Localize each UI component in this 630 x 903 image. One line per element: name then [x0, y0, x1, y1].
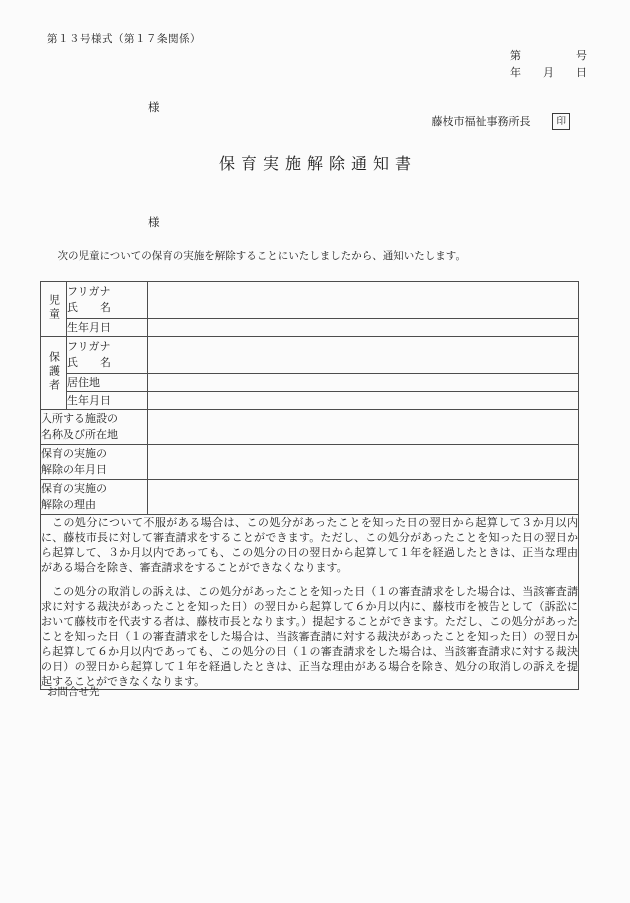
child-group-label: 児童 — [41, 282, 67, 337]
table-row — [41, 392, 579, 410]
guardian-residence-value-cell — [148, 374, 579, 392]
document-number-line: 第 号 — [510, 49, 587, 62]
guardian-name-value-cell — [148, 337, 579, 374]
guardian-birthdate-value-cell — [148, 392, 579, 410]
cancel-reason-label: 保育の実施の 解除の理由 — [41, 480, 148, 515]
guardian-kana-name-label — [67, 337, 148, 374]
facility-value-cell — [148, 410, 579, 445]
child-birthdate-value-cell — [148, 319, 579, 337]
name-label: 氏 名 — [67, 301, 111, 314]
table-row — [41, 337, 579, 374]
notification-table — [40, 281, 579, 690]
issuer-line — [431, 113, 570, 130]
cancel-reason-value-cell — [148, 480, 579, 515]
facility-label: 入所する施設の 名称及び所在地 — [41, 410, 148, 445]
table-row — [41, 515, 579, 690]
cancel-date-label: 保育の実施の 解除の年月日 — [41, 445, 148, 480]
seal-icon: 印 — [552, 113, 570, 130]
kana-label: フリガナ — [67, 285, 111, 298]
guardian-group-label: 保護者 — [41, 337, 67, 410]
child-birthdate-label: 生年月日 — [67, 319, 148, 337]
guardian-residence-label: 居住地 — [67, 374, 148, 392]
child-kana-name-label — [67, 282, 148, 319]
appeal-notice-paragraph: この処分について不服がある場合は、この処分があったことを知った日の翌日から起算して３か月以内に、藤枝市長に対して審査請求をすることができます。ただし、この処分があったことを知った日の翌日から起算して、３か月以内であっても、この処分の日の翌日から起算して１年を経過したときは、正当な理由がある場合を除き、審査請求をすることができなくなります。 — [41, 516, 578, 574]
table-row — [41, 319, 579, 337]
name-label: 氏 名 — [67, 356, 111, 369]
table-row — [41, 480, 579, 515]
child-name-value-cell — [148, 282, 579, 319]
date-line: 年 月 日 — [510, 66, 587, 79]
page-title: 保育実施解除通知書 — [218, 154, 417, 173]
kana-label: フリガナ — [67, 340, 111, 353]
table-row — [41, 374, 579, 392]
cancel-date-value-cell — [148, 445, 579, 480]
legal-notes-cell — [41, 515, 579, 690]
addressee-honorific: 様 — [148, 100, 160, 114]
table-row — [41, 282, 579, 319]
table-row — [41, 410, 579, 445]
form-number: 第１３号様式（第１７条関係） — [47, 33, 201, 45]
lawsuit-notice-paragraph: この処分の取消しの訴えは、この処分があったことを知った日（１の審査請求をした場合は、当該審査請求に対する裁決があったことを知った日）の翌日から起算して６か月以内に、藤枝市を被告として（訴訟において藤枝市を代表する者は、藤枝市長となります。）提起することができます。ただし、この処分があったことを知った日（１の審査請求をした場合は、当該審査請に対する裁決があったことを知った日）の翌日から起算して６か月以内であっても、この処分の日（１の審査請求をした場合は、当該審査請求に対する裁決の日）の翌日から起算して１年を経過したときは、正当な理由がある場合を除き、処分の取消しの訴えを提起することができなくなります。 — [41, 585, 578, 688]
table-row — [41, 445, 579, 480]
issuer-name: 藤枝市福祉事務所長 — [431, 115, 531, 128]
recipient-honorific: 様 — [148, 215, 160, 229]
intro-sentence: 次の児童についての保育の実施を解除することにいたしましたから、通知いたします。 — [57, 250, 466, 262]
contact-label: お問合せ先 — [47, 686, 100, 698]
guardian-birthdate-label: 生年月日 — [67, 392, 148, 410]
